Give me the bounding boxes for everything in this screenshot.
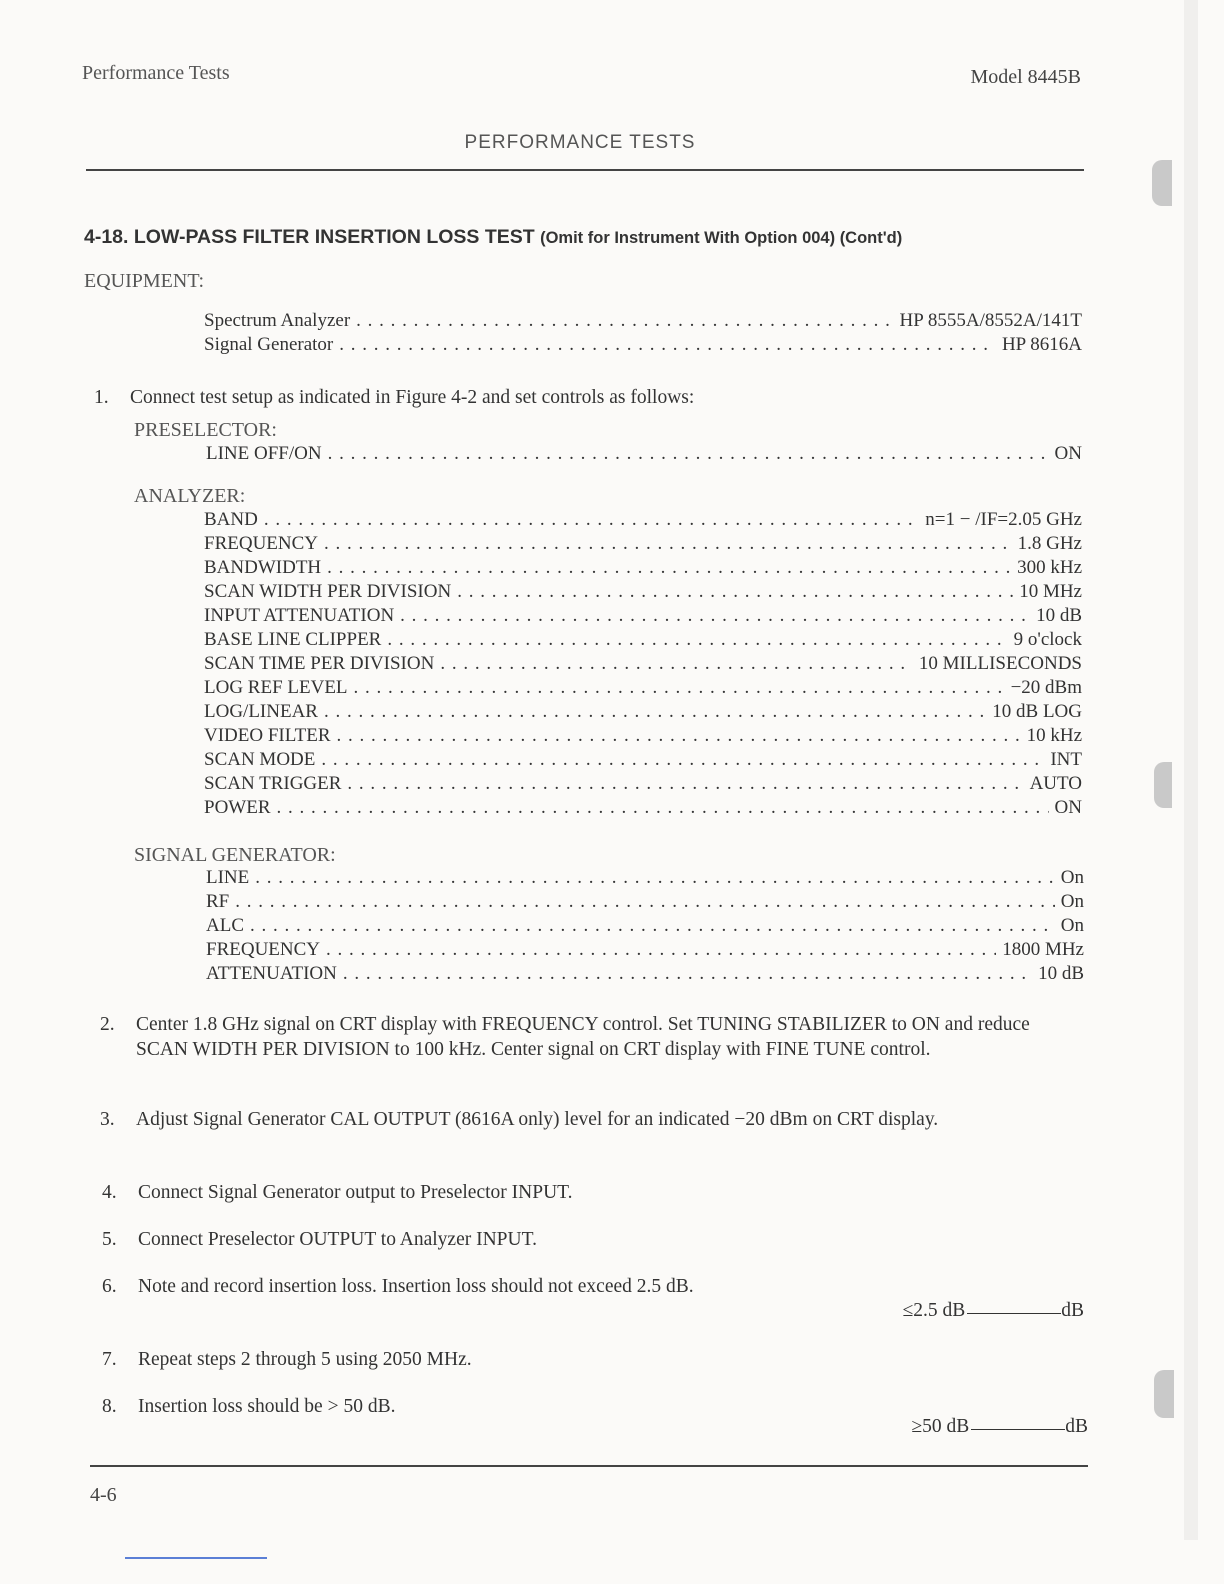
- step-text: Connect Preselector OUTPUT to Analyzer INPUT.: [138, 1229, 537, 1250]
- setting-name: FREQUENCY: [204, 533, 319, 554]
- setting-value: 9 o'clock: [1013, 629, 1082, 650]
- setting-value: 1.8 GHz: [1017, 533, 1082, 554]
- setting-name: SCAN TRIGGER: [204, 773, 342, 794]
- setting-row: [204, 580, 1082, 604]
- setting-row: [204, 748, 1082, 772]
- test-title: [84, 226, 902, 249]
- step-text: Connect Signal Generator output to Preselector INPUT.: [138, 1182, 573, 1203]
- signal-generator-label: SIGNAL GENERATOR:: [134, 844, 336, 866]
- running-header-left: Performance Tests: [82, 62, 230, 84]
- setting-row: [206, 938, 1084, 962]
- setting-value: INT: [1050, 749, 1082, 770]
- result-blank[interactable]: [967, 1312, 1061, 1314]
- step-number: 2.: [100, 1014, 115, 1035]
- setting-row: [204, 604, 1082, 628]
- setting-value: AUTO: [1029, 773, 1082, 794]
- step-number: 5.: [102, 1229, 117, 1250]
- dot-leader: [356, 309, 893, 333]
- page-number: 4-6: [90, 1484, 117, 1506]
- setting-row: [204, 676, 1082, 700]
- step-number: 3.: [100, 1109, 115, 1130]
- test-title-main: 4-18. LOW-PASS FILTER INSERTION LOSS TEST: [84, 226, 535, 248]
- analyzer-settings: [204, 508, 1082, 820]
- step-text: Note and record insertion loss. Insertion loss should not exceed 2.5 dB.: [138, 1276, 694, 1297]
- result-limit: ≥50 dB: [911, 1416, 970, 1437]
- dot-leader: [324, 700, 986, 724]
- equipment-item: [204, 309, 1082, 333]
- setting-row: [206, 866, 1084, 890]
- setting-value: n=1 − /IF=2.05 GHz: [925, 509, 1082, 530]
- step-5: [102, 1227, 1084, 1253]
- setting-name: ALC: [206, 915, 244, 936]
- setting-row: [206, 914, 1084, 938]
- dot-leader: [327, 556, 1011, 580]
- equipment-label: EQUIPMENT:: [84, 270, 205, 292]
- footer-accent-line: [125, 1557, 267, 1559]
- setting-value: ON: [1054, 797, 1082, 818]
- step-3: [100, 1107, 1084, 1159]
- equipment-model: HP 8555A/8552A/141T: [899, 310, 1082, 331]
- setting-name: LOG/LINEAR: [204, 701, 318, 722]
- signal-generator-settings: [206, 866, 1084, 986]
- setting-name: ATTENUATION: [206, 963, 337, 984]
- binder-hole-mark: [1154, 1370, 1174, 1418]
- setting-name: LINE OFF/ON: [206, 443, 322, 464]
- setting-value: ON: [1054, 443, 1082, 464]
- setting-value: 10 dB: [1036, 605, 1082, 626]
- setting-row: [204, 772, 1082, 796]
- setting-row: [206, 962, 1084, 986]
- setting-row: [206, 442, 1082, 466]
- step-7: [102, 1347, 1084, 1373]
- binder-hole-mark: [1152, 160, 1172, 206]
- dot-leader: [343, 962, 1032, 986]
- test-title-subtitle: (Omit for Instrument With Option 004) (Cont'd): [540, 229, 903, 247]
- setting-name: SCAN TIME PER DIVISION: [204, 653, 435, 674]
- setting-row: [204, 724, 1082, 748]
- preselector-label: PRESELECTOR:: [134, 419, 277, 441]
- equipment-item: [204, 333, 1082, 357]
- setting-value: On: [1060, 915, 1084, 936]
- equipment-name: Signal Generator: [204, 334, 334, 355]
- setting-value: 10 MILLISECONDS: [918, 653, 1082, 674]
- dot-leader: [235, 890, 1055, 914]
- step-text: Center 1.8 GHz signal on CRT display with FREQUENCY control. Set TUNING STABILIZER to ON and reduce SCAN WIDTH PER DIVISION to 100 kHz. Center signal on CRT display with FINE TUNE control.: [136, 1014, 1030, 1060]
- setting-row: [204, 508, 1082, 532]
- dot-leader: [328, 442, 1049, 466]
- setting-name: LINE: [206, 867, 250, 888]
- step-6: [102, 1274, 1084, 1300]
- binder-hole-mark: [1154, 762, 1172, 808]
- header-rule: [86, 169, 1084, 171]
- step-number: 8.: [102, 1396, 117, 1417]
- footer-rule: [90, 1465, 1088, 1467]
- setting-name: BAND: [204, 509, 258, 530]
- result-line-step-8: [911, 1416, 1088, 1438]
- preselector-settings: [206, 442, 1082, 466]
- setting-value: 300 kHz: [1017, 557, 1082, 578]
- setting-name: BANDWIDTH: [204, 557, 322, 578]
- step-text: Repeat steps 2 through 5 using 2050 MHz.: [138, 1349, 472, 1370]
- step-number: 1.: [94, 387, 109, 408]
- result-unit: dB: [1061, 1300, 1084, 1321]
- setting-row: [204, 700, 1082, 724]
- setting-row: [204, 796, 1082, 820]
- equipment-model: HP 8616A: [1001, 334, 1082, 355]
- step-1: [94, 385, 1084, 411]
- setting-name: LOG REF LEVEL: [204, 677, 348, 698]
- dot-leader: [250, 914, 1055, 938]
- dot-leader: [264, 508, 919, 532]
- equipment-list: [204, 309, 1082, 357]
- step-number: 6.: [102, 1276, 117, 1297]
- step-text: Connect test setup as indicated in Figure 4-2 and set controls as follows:: [130, 387, 695, 408]
- dot-leader: [440, 652, 913, 676]
- setting-row: [204, 556, 1082, 580]
- setting-row: [206, 890, 1084, 914]
- dot-leader: [347, 772, 1023, 796]
- setting-value: −20 dBm: [1010, 677, 1082, 698]
- result-line-step-6: [903, 1300, 1084, 1322]
- result-unit: dB: [1065, 1416, 1088, 1437]
- step-text: Adjust Signal Generator CAL OUTPUT (8616A only) level for an indicated −20 dBm on CRT display.: [136, 1109, 939, 1130]
- setting-row: [204, 628, 1082, 652]
- dot-leader: [354, 676, 1005, 700]
- setting-value: 10 kHz: [1026, 725, 1082, 746]
- step-4: [102, 1180, 1084, 1206]
- step-number: 4.: [102, 1182, 117, 1203]
- setting-name: SCAN WIDTH PER DIVISION: [204, 581, 452, 602]
- dot-leader: [457, 580, 1013, 604]
- step-text: Insertion loss should be > 50 dB.: [138, 1396, 396, 1417]
- setting-name: INPUT ATTENUATION: [204, 605, 395, 626]
- setting-name: BASE LINE CLIPPER: [204, 629, 382, 650]
- setting-value: 1800 MHz: [1002, 939, 1084, 960]
- setting-name: VIDEO FILTER: [204, 725, 331, 746]
- dot-leader: [387, 628, 1007, 652]
- setting-value: 10 dB LOG: [992, 701, 1082, 722]
- dot-leader: [326, 938, 996, 962]
- dot-leader: [277, 796, 1049, 820]
- setting-value: On: [1060, 891, 1084, 912]
- dot-leader: [255, 866, 1055, 890]
- running-header-right: Model 8445B: [970, 66, 1081, 88]
- setting-row: [204, 532, 1082, 556]
- setting-row: [204, 652, 1082, 676]
- dot-leader: [324, 532, 1012, 556]
- equipment-name: Spectrum Analyzer: [204, 310, 351, 331]
- dot-leader: [400, 604, 1030, 628]
- setting-name: SCAN MODE: [204, 749, 316, 770]
- setting-name: FREQUENCY: [206, 939, 321, 960]
- analyzer-label: ANALYZER:: [134, 485, 246, 507]
- step-number: 7.: [102, 1349, 117, 1370]
- page-edge-shadow: [1184, 0, 1198, 1540]
- setting-name: POWER: [204, 797, 271, 818]
- result-limit: ≤2.5 dB: [902, 1300, 966, 1321]
- step-2: [100, 1012, 1084, 1090]
- dot-leader: [321, 748, 1044, 772]
- setting-value: 10 dB: [1038, 963, 1084, 984]
- dot-leader: [339, 333, 996, 357]
- setting-value: On: [1060, 867, 1084, 888]
- dot-leader: [337, 724, 1021, 748]
- result-blank[interactable]: [971, 1428, 1065, 1430]
- setting-name: RF: [206, 891, 230, 912]
- section-title: PERFORMANCE TESTS: [464, 132, 696, 153]
- setting-value: 10 MHz: [1019, 581, 1082, 602]
